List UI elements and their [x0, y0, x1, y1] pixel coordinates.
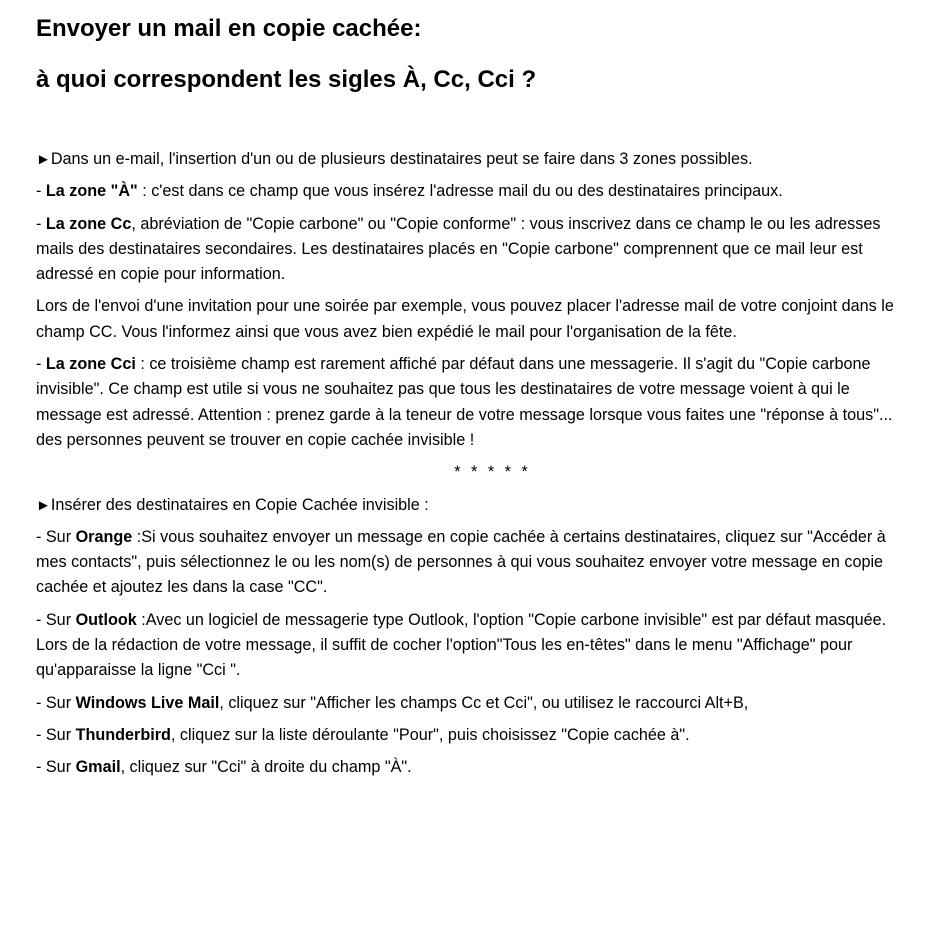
- client-text: , cliquez sur la liste déroulante "Pour", puis choisissez "Copie cachée à".: [170, 725, 690, 744]
- dash: - Sur: [36, 610, 76, 629]
- section2-heading: [36, 493, 906, 518]
- zone-cci-label: La zone Cci: [45, 355, 136, 374]
- triangle-bullet-icon: ►: [36, 496, 51, 514]
- dash: - Sur: [36, 693, 76, 712]
- client-outlook: [36, 608, 906, 684]
- separator: * * * * *: [454, 463, 528, 482]
- client-name: Orange: [75, 527, 133, 546]
- dash: -: [36, 182, 46, 201]
- title-line-2: à quoi correspondent les sigles À, Cc, Cci ?: [36, 66, 537, 93]
- section2-text: Insérer des destinataires en Copie Cachée invisible :: [50, 495, 429, 514]
- client-windows-live-mail: [36, 691, 906, 716]
- zone-cc-paragraph: [36, 212, 906, 288]
- client-orange: [36, 525, 906, 601]
- dash: - Sur: [36, 527, 76, 546]
- zone-cci-text: : ce troisième champ est rarement affiché par défaut dans une messagerie. Il s'agit du "Copie carbone invisible". Ce champ est utile si vous ne souhaitez pas que tous les destinataires de votre message voient à qui le message est adressé. Attention : prenez garde à la teneur de votre message lorsque vous faites une "réponse à tous"... des personnes peuvent se trouver en copie cachée invisible !: [36, 355, 893, 449]
- client-text: , cliquez sur "Afficher les champs Cc et Cci", ou utilisez le raccourci Alt+B,: [219, 693, 749, 712]
- dash: -: [36, 355, 46, 374]
- dash: - Sur: [36, 725, 76, 744]
- article-body: [36, 147, 906, 788]
- intro-paragraph: [36, 147, 906, 172]
- triangle-bullet-icon: ►: [36, 151, 51, 168]
- client-gmail: [36, 755, 906, 780]
- client-text: :Si vous souhaitez envoyer un message en copie cachée à certains destinataires, cliquez sur "Accéder à mes contacts", puis sélectionnez le ou les nom(s) de personnes à qui vous souhaitez envoyer votre message en copie cachée et ajoutez les dans la case "CC".: [36, 527, 886, 597]
- title-line-1: Envoyer un mail en copie cachée:: [36, 15, 422, 42]
- zone-cc-text: , abréviation de "Copie carbone" ou "Copie conforme" : vous inscrivez dans ce champ le ou les adresses mails des destinataires secondaires. Les destinataires placés en "Copie carbone" comprennent que ce mail leur est adressé en copie pour information.: [36, 214, 881, 284]
- client-name: Gmail: [75, 758, 121, 777]
- client-name: Thunderbird: [75, 725, 171, 744]
- client-text: , cliquez sur "Cci" à droite du champ "À".: [120, 758, 412, 777]
- client-name: Outlook: [75, 610, 137, 629]
- example-paragraph: Lors de l'envoi d'une invitation pour une soirée par exemple, vous pouvez placer l'adresse mail de votre conjoint dans le champ CC. Vous l'informez ainsi que vous avez bien expédié le mail pour l'organisation de la fête.: [36, 297, 894, 341]
- client-name: Windows Live Mail: [75, 693, 220, 712]
- intro-text: Dans un e-mail, l'insertion d'un ou de plusieurs destinataires peut se faire dans 3 zones possibles.: [50, 150, 753, 168]
- zone-a-text: : c'est dans ce champ que vous insérez l'adresse mail du ou des destinataires principaux.: [137, 182, 783, 201]
- dash: - Sur: [36, 758, 76, 777]
- zone-a-paragraph: [36, 179, 906, 204]
- dash: -: [36, 214, 46, 233]
- zone-cci-paragraph: [36, 352, 906, 453]
- zone-cc-label: La zone Cc: [45, 214, 132, 233]
- client-thunderbird: [36, 723, 906, 748]
- client-text: :Avec un logiciel de messagerie type Outlook, l'option "Copie carbone invisible" est par défaut masquée. Lors de la rédaction de votre message, il suffit de cocher l'option"Tous les en-têtes" dans le menu "Affichage" pour qu'apparaisse la ligne "Cci ".: [36, 610, 887, 680]
- zone-a-label: La zone "À": [45, 182, 138, 201]
